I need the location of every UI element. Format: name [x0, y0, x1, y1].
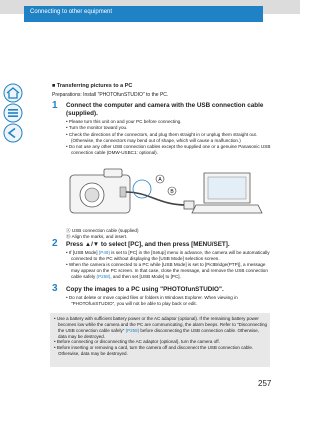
notes-box — [50, 313, 270, 367]
bullet-item: • Do not delete or move copied files or folders in Windows Explorer. When viewing in "PHOTOfunSTUDIO", you will not be able to play back or edit. — [66, 295, 271, 307]
page-number: 257 — [258, 379, 272, 388]
step-title: Press ▲/▼ to select [PC], and then press [MENU/SET]. — [66, 241, 230, 248]
usb-cable — [126, 192, 186, 205]
callout-a-label: A — [158, 177, 162, 183]
step-number: 2 — [52, 238, 58, 249]
bullet-item: • Turn the monitor toward you. — [66, 125, 271, 131]
step-bullet-list — [66, 250, 271, 281]
laptop-illustration — [192, 173, 262, 213]
page-title: Connecting to other equipment — [30, 9, 113, 15]
bullet-item — [66, 262, 271, 280]
step-number: 3 — [52, 283, 58, 294]
page-link[interactable]: (P49) — [98, 250, 110, 255]
step-title: Copy the images to a PC using "PHOTOfunSTUDIO". — [66, 286, 224, 293]
bullet-text: If [USB Mode] — [68, 250, 99, 255]
step-number: 1 — [52, 100, 58, 111]
note-item: • Before inserting or removing a card, turn the camera off and disconnect the USB connection cable. Otherwise, data may be destroyed. — [54, 345, 267, 357]
bullet-item: • Do not use any other USB connection cables except the supplied one or a genuine Panasonic USB connection cable (DMW-USBC1: optional). — [66, 144, 271, 156]
bullet-item: • Check the directions of the connectors, and plug them straight in or unplug them straight out. (Otherwise, the connectors may bend out of shape, which will cause a malfunction.) — [66, 132, 271, 144]
callout-b-label: B — [170, 189, 174, 195]
home-icon[interactable] — [0, 82, 26, 104]
connector-callout — [133, 180, 151, 198]
page-link[interactable]: (P258) — [125, 327, 140, 333]
back-icon[interactable] — [0, 122, 26, 144]
step-bullet-list — [66, 295, 271, 307]
note-text: Use a battery with sufficient battery power or the AC adaptor (optional). If the remaining battery power becomes low while the camera and the PC are communicating, the alarm beeps. Refer to "Disconnecting the USB connection cable safely" — [56, 316, 267, 333]
bullet-text: is set to [PC] in the [Setup] menu in advance, the camera will be automatically connected to the PC without displaying the [USB Mode] selection screen. — [71, 250, 270, 261]
connection-diagram — [64, 165, 264, 221]
diagram-legend — [66, 228, 139, 240]
camera-illustration — [70, 169, 130, 213]
bullet-text: When the camera is connected to a PC while [USB Mode] is set to [PictBridge(PTP)], a message may appear on the PC screen. In that case, close the message, and remove the USB connection cable safely — [68, 262, 268, 280]
legend-item: Ⓐ USB connection cable (supplied) — [66, 228, 139, 233]
bullet-item: • Please turn this unit on and your PC before connecting. — [66, 119, 271, 125]
page-link[interactable]: (P258) — [96, 274, 111, 280]
bullet-item — [66, 250, 271, 262]
menu-icon[interactable] — [0, 102, 26, 124]
preparations-text: Preparations: Install "PHOTOfunSTUDIO" to the PC. — [52, 92, 169, 98]
note-item: • Before connecting or disconnecting the AC adaptor (optional), turn the camera off. — [54, 339, 267, 345]
notes-list — [54, 316, 267, 357]
step-title: Connect the computer and camera with the USB connection cable (supplied). — [66, 102, 264, 117]
step-bullet-list — [66, 119, 271, 157]
bullet-text: , and then set [USB Mode] to [PC]. — [110, 274, 181, 280]
section-heading: ■ Transferring pictures to a PC — [52, 83, 133, 89]
note-item — [54, 316, 267, 339]
usb-plug — [184, 201, 194, 209]
legend-item: Ⓑ Align the marks, and insert. — [66, 234, 128, 240]
note-text: before disconnecting the USB connection cable. Otherwise, data may be destroyed. — [58, 327, 259, 339]
